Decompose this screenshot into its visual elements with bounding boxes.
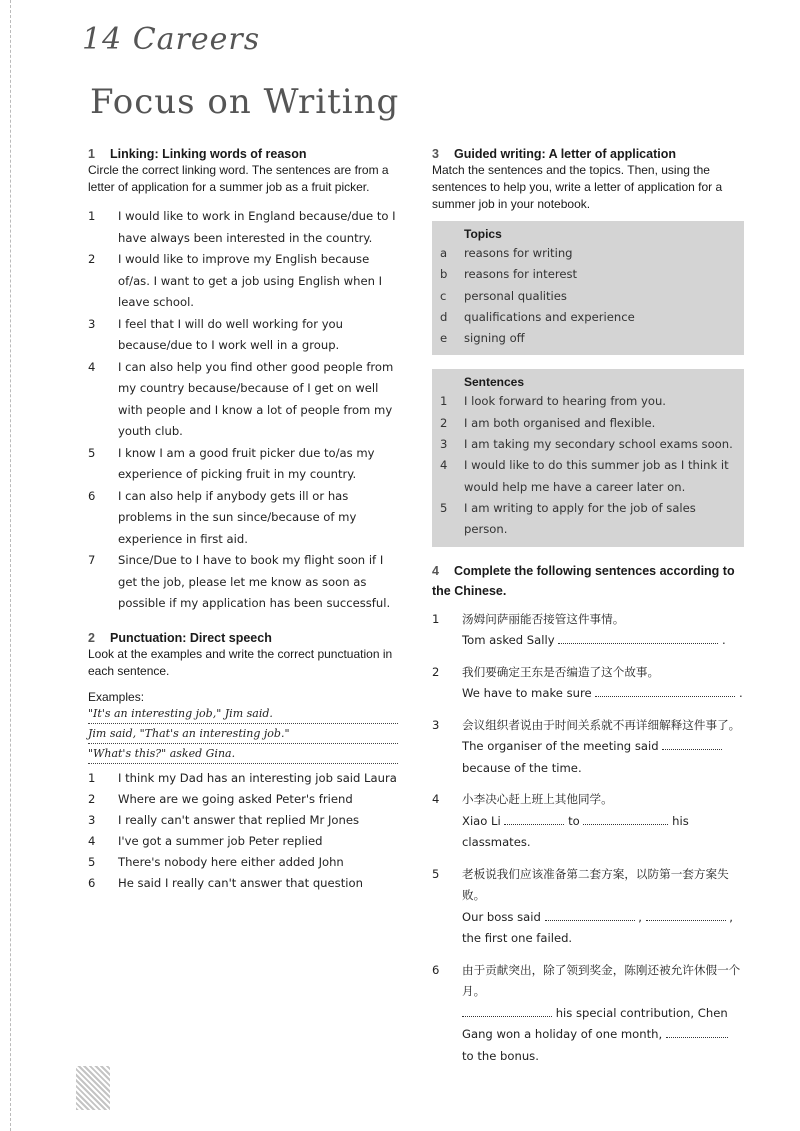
section-4-list <box>432 609 744 1068</box>
list-item[interactable]: 5 There's nobody here either added John <box>88 854 344 869</box>
list-item[interactable]: 1 I think my Dad has an interesting job said Laura <box>88 770 397 785</box>
sentence-item: 4 I would like to do this summer job as I think it would help me have a career later on. <box>440 458 729 494</box>
topic-item: a reasons for writing <box>440 246 573 260</box>
list-item[interactable]: 7 Since/Due to I have to book my flight soon if I get the job, please let me know as soon as possible if my application has been successful. <box>88 553 391 610</box>
list-item[interactable]: 6 I can also help if anybody gets ill or has problems in the sun since/because of my experience in first aid. <box>88 488 357 546</box>
left-column <box>88 147 404 894</box>
list-item[interactable]: 3 I feel that I will do well working for you because/due to I work well in a group. <box>88 316 344 352</box>
sentences-heading: Sentences <box>464 375 525 390</box>
section-1-heading: 1 Linking: Linking words of reason <box>88 147 307 161</box>
topic-item: b reasons for interest <box>440 267 578 282</box>
list-item[interactable]: 6 由于贡献突出，除了领到奖金，陈刚还被允许休假一个月。 his special contribution, Chen Gang won a holiday of one month, to the bonus. <box>432 962 741 1063</box>
section-1-instructions: Circle the correct linking word. The sentences are from a letter of application for a summer job as a fruit picker. <box>88 163 389 194</box>
section-2-instructions: Look at the examples and write the correct punctuation in each sentence. <box>88 646 393 678</box>
list-item[interactable]: 2 Where are we going asked Peter's friend <box>88 791 353 806</box>
section-4-heading: 4 Complete the following sentences according to the Chinese. <box>432 563 735 598</box>
section-2-heading: 2 Punctuation: Direct speech <box>88 630 272 645</box>
section-2-list <box>88 768 404 894</box>
list-item[interactable]: 3 会议组织者说由于时间关系就不再详细解释这件事了。 The organiser of the meeting said because of the time. <box>432 717 741 775</box>
page-edge <box>0 0 11 1131</box>
list-item[interactable]: 2 我们要确定王东是否编造了这个故事。 We have to make sure . <box>432 664 743 701</box>
example-1: "It's an interesting job," Jim said. <box>88 704 398 724</box>
topics-box <box>432 221 744 355</box>
section-1-list <box>88 206 404 615</box>
sentences-box <box>432 369 744 546</box>
sentence-item: 1 I look forward to hearing from you. <box>440 394 666 409</box>
list-item[interactable]: 2 I would like to improve my English because of/as. I want to get a job using English when I leave school. <box>88 252 383 309</box>
sentence-item: 5 I am writing to apply for the job of sales person. <box>440 500 696 537</box>
list-item[interactable]: 4 小李决心赶上班上其他同学。 Xiao Li to his classmates. <box>432 792 689 850</box>
section-3-instructions: Match the sentences and the topics. Then, using the sentences to help you, write a letter of application for a summer job in your notebook. <box>432 163 723 211</box>
unit-heading: 14 Careers <box>82 22 261 57</box>
list-item[interactable]: 4 I can also help you find other good people from my country because/because of I get on well with people and I know a lot of people from my youth club. <box>88 359 394 438</box>
list-item[interactable]: 6 He said I really can't answer that question <box>88 875 363 890</box>
right-column <box>432 147 744 1077</box>
list-item[interactable]: 5 I know I am a good fruit picker due to/as my experience of picking fruit in my country. <box>88 445 375 481</box>
sentence-item: 3 I am taking my secondary school exams soon. <box>440 437 733 452</box>
topic-item: d qualifications and experience <box>440 309 635 324</box>
page-corner-ornament <box>76 1066 110 1110</box>
sentence-item: 2 I am both organised and flexible. <box>440 415 656 430</box>
example-2: Jim said, "That's an interesting job." <box>88 724 398 744</box>
topics-heading: Topics <box>464 227 502 241</box>
list-item[interactable]: 5 老板说我们应该准备第二套方案，以防第一套方案失败。 Our boss said , , the first one failed. <box>432 866 733 946</box>
list-item[interactable]: 4 I've got a summer job Peter replied <box>88 833 323 848</box>
page-title: Focus on Writing <box>90 82 400 122</box>
topic-item: c personal qualities <box>440 288 567 303</box>
section-3-heading: 3 Guided writing: A letter of application <box>432 147 676 161</box>
list-item[interactable]: 3 I really can't answer that replied Mr Jones <box>88 812 359 827</box>
topic-item: e signing off <box>440 331 525 346</box>
list-item[interactable]: 1 汤姆问萨丽能否接管这件事情。 Tom asked Sally . <box>432 611 726 648</box>
example-3: "What's this?" asked Gina. <box>88 744 398 764</box>
list-item[interactable]: 1 I would like to work in England because/due to I have always been interested in the country. <box>88 209 396 245</box>
examples-label: Examples: <box>88 689 145 704</box>
